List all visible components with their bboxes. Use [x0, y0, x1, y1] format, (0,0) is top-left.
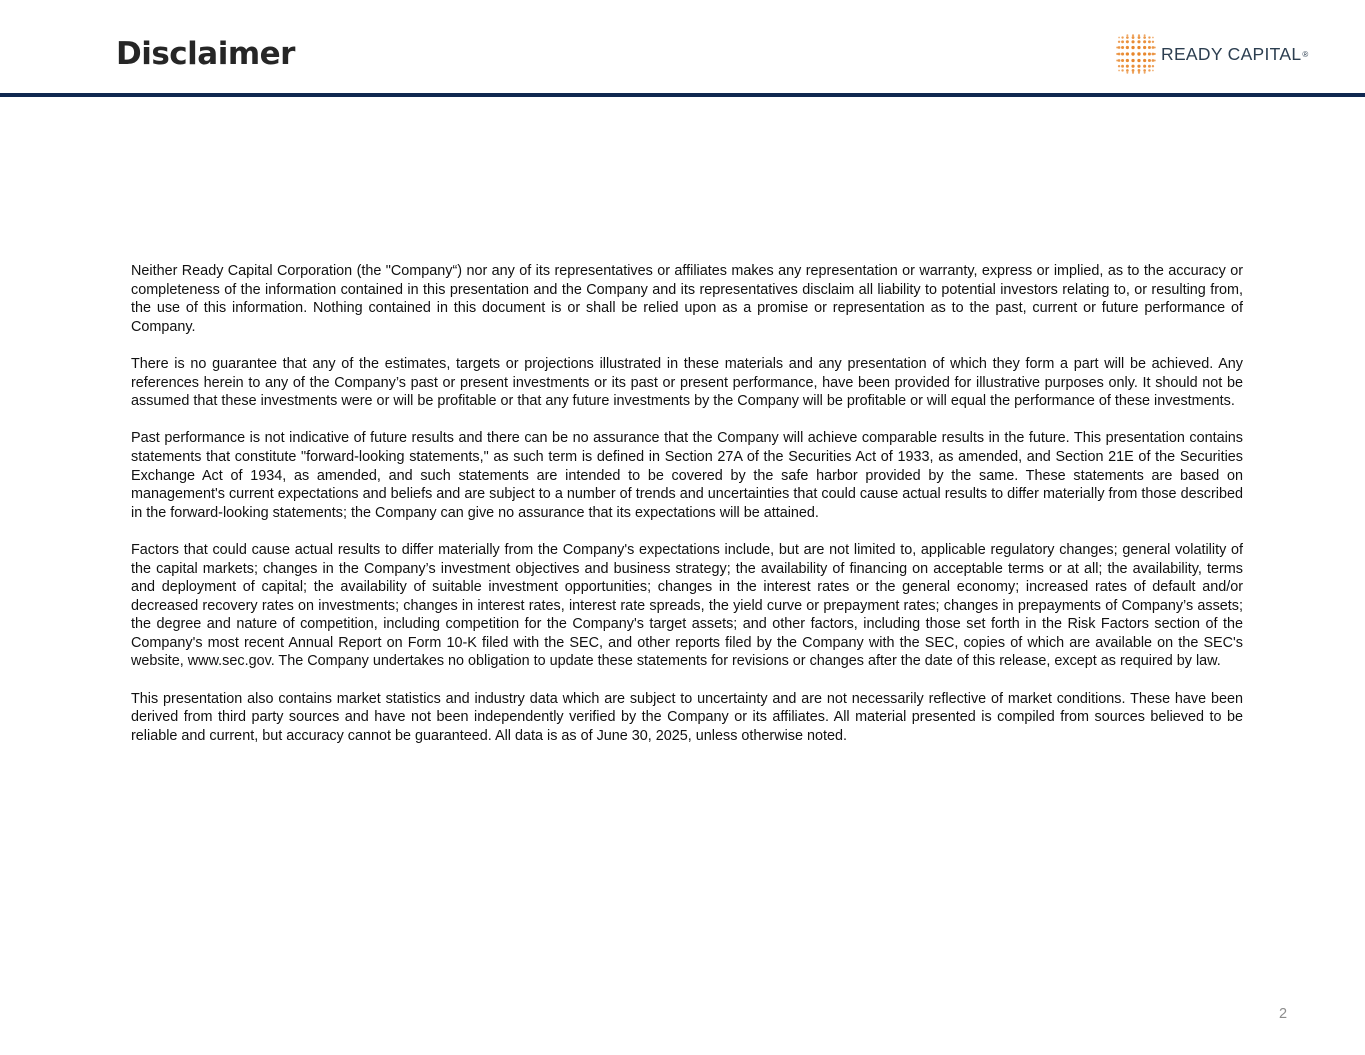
disclaimer-paragraph: Factors that could cause actual results to differ materially from the Company's expectations include, but are not limited to, applicable regulatory changes; general volatility of the capital markets; changes in the Company’s investment objectives and business strategy; the availability of financing on acceptable terms or at all; the availability, terms and deployment of capital; the availability of suitable investment opportunities; changes in the interest rates or the general economy; increased rates of default and/or decreased recovery rates on investments; changes in interest rates, interest rate spreads, the yield curve or prepayment rates; changes in prepayments of Company’s assets; the degree and nature of competition, including competition for the Company's target assets; and other factors, including those set forth in the Risk Factors section of the Company's most recent Annual Report on Form 10-K filed with the SEC, and other reports filed by the Company with the SEC, copies of which are available on the SEC's website, www.sec.gov. The Company undertakes no obligation to update these statements for revisions or changes after the date of this release, except as required by law.: [131, 541, 1243, 670]
logo-dot: [1144, 34, 1146, 36]
logo-dot: [1126, 72, 1128, 74]
logo-dot: [1137, 40, 1140, 43]
logo-dot: [1126, 69, 1129, 72]
logo-dot: [1137, 65, 1140, 68]
logo-dot: [1118, 41, 1120, 43]
logo-dot: [1143, 36, 1146, 39]
logo-dot: [1126, 46, 1129, 49]
logo-dot: [1148, 69, 1150, 71]
ready-capital-dot-sphere-icon: [1115, 34, 1157, 74]
logo-dot: [1148, 36, 1150, 38]
logo-dot: [1121, 46, 1124, 49]
disclaimer-paragraph: Past performance is not indicative of future results and there can be no assurance that the Company will achieve comparable results in the future. This presentation contains statements that constitute "forward-looking statements," as such term is defined in Section 27A of the Securities Act of 1933, as amended, and Section 21E of the Securities Exchange Act of 1934, as amended, and such statements are intended to be covered by the safe harbor provided by the same. These statements are based on management's current expectations and beliefs and are subject to a number of trends and uncertainties that could cause actual results to differ materially from those described in the forward-looking statements; the Company can give no assurance that its expectations will be attained.: [131, 430, 1243, 521]
logo-dot: [1148, 40, 1151, 43]
logo-dot: [1121, 65, 1124, 68]
logo-dot: [1118, 37, 1120, 39]
logo-dot: [1154, 59, 1156, 61]
logo-dot: [1131, 59, 1134, 62]
logo-dot: [1126, 36, 1129, 39]
company-logo: [1115, 34, 1308, 74]
logo-dot: [1148, 59, 1151, 62]
logo-dot: [1137, 52, 1140, 55]
logo-dot: [1148, 52, 1151, 55]
logo-dot: [1118, 65, 1120, 67]
logo-dot: [1126, 52, 1129, 55]
logo-dot: [1132, 72, 1134, 74]
logo-dot: [1143, 52, 1146, 55]
logo-dot: [1152, 65, 1154, 67]
logo-dot: [1118, 46, 1121, 49]
logo-dot: [1121, 69, 1123, 71]
logo-dot: [1138, 34, 1140, 36]
disclaimer-paragraph: There is no guarantee that any of the estimates, targets or projections illustrated in these materials and any presentation of which they form a part will be achieved. Any references herein to any of the Company’s past or present investments or its past or present performance, have been provided for illustrative purposes only. It should not be assumed that these investments were or will be profitable or that any future investments by the Company will be profitable or will equal the performance of these investments.: [131, 355, 1243, 410]
logo-dot: [1138, 36, 1141, 39]
logo-dot: [1131, 52, 1134, 55]
logo-dot: [1143, 69, 1146, 72]
logo-dot: [1118, 70, 1120, 72]
page-title: Disclaimer: [116, 36, 295, 72]
logo-wordmark: READY CAPITAL: [1161, 43, 1302, 64]
logo-dot: [1131, 65, 1134, 68]
logo-dot: [1121, 52, 1124, 55]
disclaimer-paragraph: Neither Ready Capital Corporation (the "Company“) nor any of its representatives or affiliates makes any representation or warranty, express or implied, as to the accuracy or completeness of the information contained in this presentation and the Company and its representatives disclaim all liability to potential investors relating to, or resulting from, the use of this information. Nothing contained in this document is or shall be relied upon as a promise or representation as to the past, current or future performance of Company.: [131, 263, 1243, 335]
logo-dot: [1144, 72, 1146, 74]
logo-dot: [1152, 70, 1154, 72]
logo-dot: [1143, 46, 1146, 49]
logo-dot: [1137, 46, 1140, 49]
logo-dot: [1138, 69, 1141, 72]
logo-dot: [1132, 36, 1135, 39]
page-number: 2: [1279, 1006, 1288, 1022]
logo-dot: [1154, 46, 1156, 48]
logo-dot: [1126, 34, 1128, 36]
logo-dot: [1154, 53, 1156, 55]
logo-dot: [1143, 40, 1146, 43]
logo-dot: [1148, 65, 1151, 68]
logo-dot: [1131, 46, 1134, 49]
logo-dot: [1132, 34, 1134, 36]
logo-dot: [1121, 59, 1124, 62]
logo-dot: [1121, 36, 1123, 38]
logo-dot: [1126, 65, 1129, 68]
logo-dot: [1137, 59, 1140, 62]
logo-dot: [1126, 59, 1129, 62]
logo-dot: [1126, 40, 1129, 43]
logo-dot: [1132, 69, 1135, 72]
disclaimer-paragraph: This presentation also contains market statistics and industry data which are subject to uncertainty and are not necessarily reflective of market conditions. These have been derived from third party sources and have not been independently verified by the Company or its affiliates. All material presented is compiled from sources believed to be reliable and current, but accuracy cannot be guaranteed. All data is as of June 30, 2025, unless otherwise noted.: [131, 690, 1243, 744]
logo-dot: [1118, 59, 1121, 62]
logo-dot: [1121, 40, 1124, 43]
logo-dot: [1131, 40, 1134, 43]
registered-mark: ®: [1302, 49, 1309, 59]
logo-dot: [1148, 46, 1151, 49]
logo-dot: [1143, 65, 1146, 68]
logo-dot: [1152, 41, 1154, 43]
disclaimer-body: [131, 262, 1243, 764]
logo-dot: [1118, 53, 1121, 56]
logo-dot: [1152, 37, 1154, 39]
logo-dot: [1138, 72, 1140, 74]
logo-dot: [1143, 59, 1146, 62]
header-divider: [0, 93, 1365, 97]
